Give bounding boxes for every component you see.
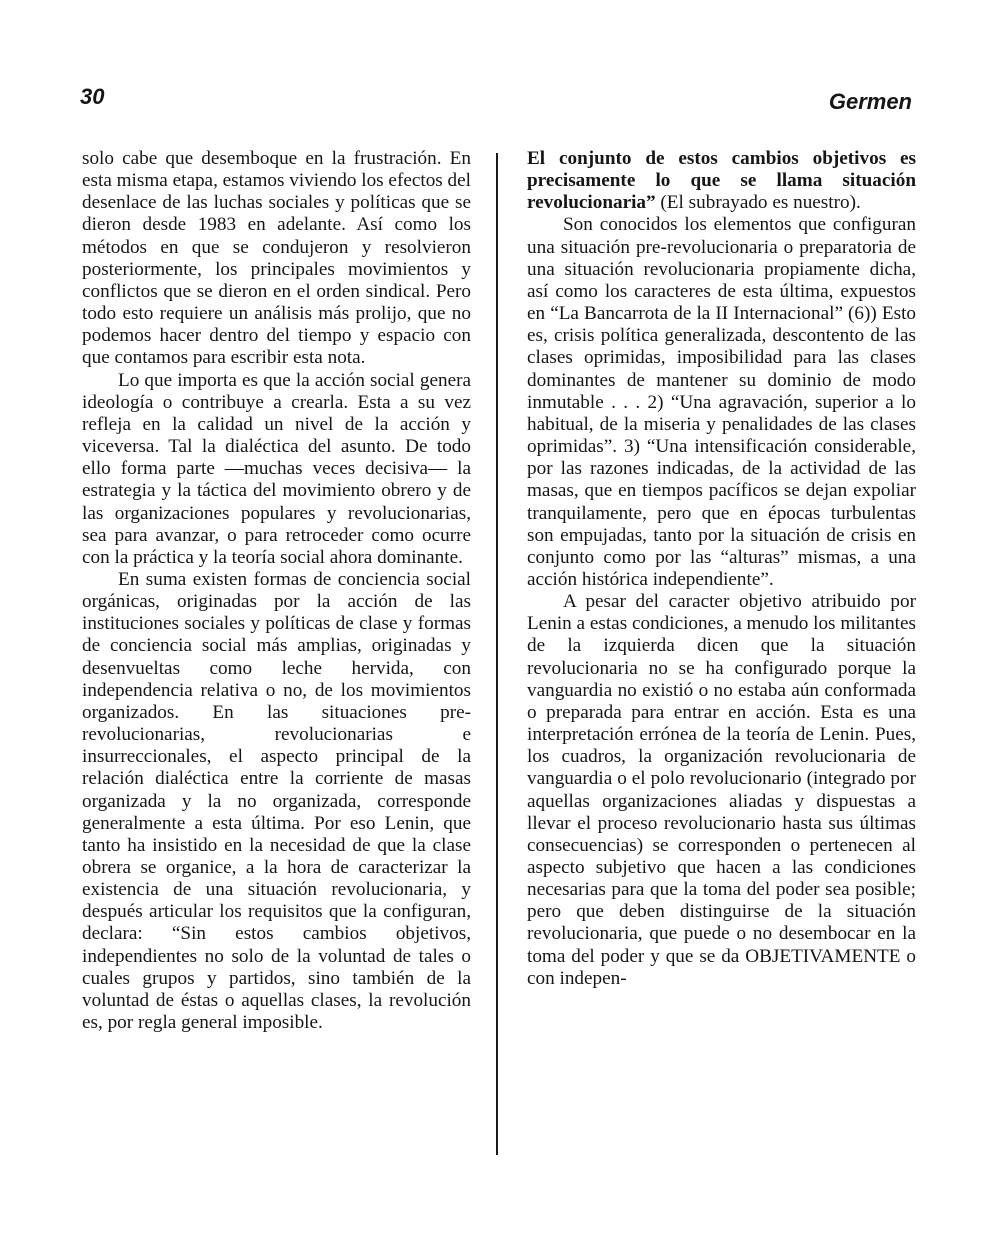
bold-quote: El conjunto de estos cambios objetivos es precisamente lo que se llama situación revolucionaria” bbox=[527, 148, 916, 214]
left-column bbox=[82, 148, 471, 1034]
column-divider bbox=[496, 153, 498, 1155]
paragraph: solo cabe que desemboque en la frustración. En esta misma etapa, estamos viviendo los efectos del desenlace de las luchas sociales y políticas que se dieron desde 1983 en adelante. Así como los métodos en que se condujeron y resolvieron posteriormente, los principales movimientos y conflictos que se dieron en el orden sindical. Pero todo esto requiere un análisis más prolijo, que no podemos hacer dentro del tiempo y espacio con que contamos para escribir esta nota. bbox=[82, 148, 471, 369]
paragraph: Son conocidos los elementos que configuran una situación pre-revolucionaria o preparatoria de una situación revolucionaria propiamente dicha, así como los caracteres de esta última, expuestos en “La Bancarrota de la II Internacional” (6)) Esto es, crisis política generalizada, descontento de las clases oprimidas, imposibilidad para las clases dominantes de mantener su dominio de modo inmutable . . . 2) “Una agravación, superior a lo habitual, de la miseria y penalidades de las clases oprimidas”. 3) “Una intensificación considerable, por las razones indicadas, de la actividad de las masas, que en tiempos pacíficos se dejan expoliar tranquilamente, pero que en épocas turbulentas son empujadas, tanto por la situación de crisis en conjunto como por las “alturas” mismas, a una acción histórica independiente”. bbox=[527, 214, 916, 590]
editorial-note: (El subrayado es nuestro). bbox=[655, 192, 861, 214]
right-column bbox=[527, 148, 916, 990]
paragraph: A pesar del caracter objetivo atribuido por Lenin a estas condiciones, a menudo los militantes de la izquierda dicen que la situación revolucionaria no se ha configurado porque la vanguardia no existió o no estaba aún conformada o preparada para entrar en acción. Esta es una interpretación errónea de la teoría de Lenin. Pues, los cuadros, la organización revolucionaria de vanguardia o el polo revolucionario (integrado por aquellas organizaciones aliadas y dispuestas a llevar el proceso revolucionario hasta sus últimas consecuencias) se corresponden o pertenecen al aspecto subjetivo que hacen a las condiciones necesarias para que la toma del poder sea posible; pero que deben distinguirse de la situación revolucionaria, que puede o no desembocar en la toma del poder y que se da OBJETIVAMENTE o con indepen- bbox=[527, 591, 916, 989]
paragraph: Lo que importa es que la acción social genera ideología o contribuye a crearla. Esta a su vez refleja en la calidad un nivel de la acción y viceversa. Tal la dialéctica del asunto. De todo ello forma parte —muchas veces decisiva— la estrategia y la táctica del movimiento obrero y de las organizaciones populares y revolucionarias, sea para avanzar, o para retroceder como ocurre con la práctica y la teoría social ahora dominante. bbox=[82, 369, 471, 568]
paragraph bbox=[527, 148, 916, 214]
page-number: 30 bbox=[80, 84, 105, 109]
paragraph: En suma existen formas de conciencia social orgánicas, originadas por la acción de las instituciones sociales y políticas de clase y formas de conciencia social más amplias, originadas y desenvueltas como leche hervida, con independencia relativa o no, de los movimientos organizados. En las situaciones pre-revolucionarias, revolucionarias e insurreccionales, el aspecto principal de la relación dialéctica entre la corriente de masas organizada y la no organizada, corresponde generalmente a esta última. Por eso Lenin, que tanto ha insistido en la necesidad de que la clase obrera se organice, a la hora de caracterizar la existencia de una situación revolucionaria, y después articular los requisitos que la configuran, declara: “Sin estos cambios objetivos, independientes no solo de la voluntad de tales o cuales grupos y partidos, sino también de la voluntad de éstas o aquellas clases, la revolución es, por regla general imposible. bbox=[82, 568, 471, 1034]
running-head: Germen bbox=[828, 89, 912, 114]
